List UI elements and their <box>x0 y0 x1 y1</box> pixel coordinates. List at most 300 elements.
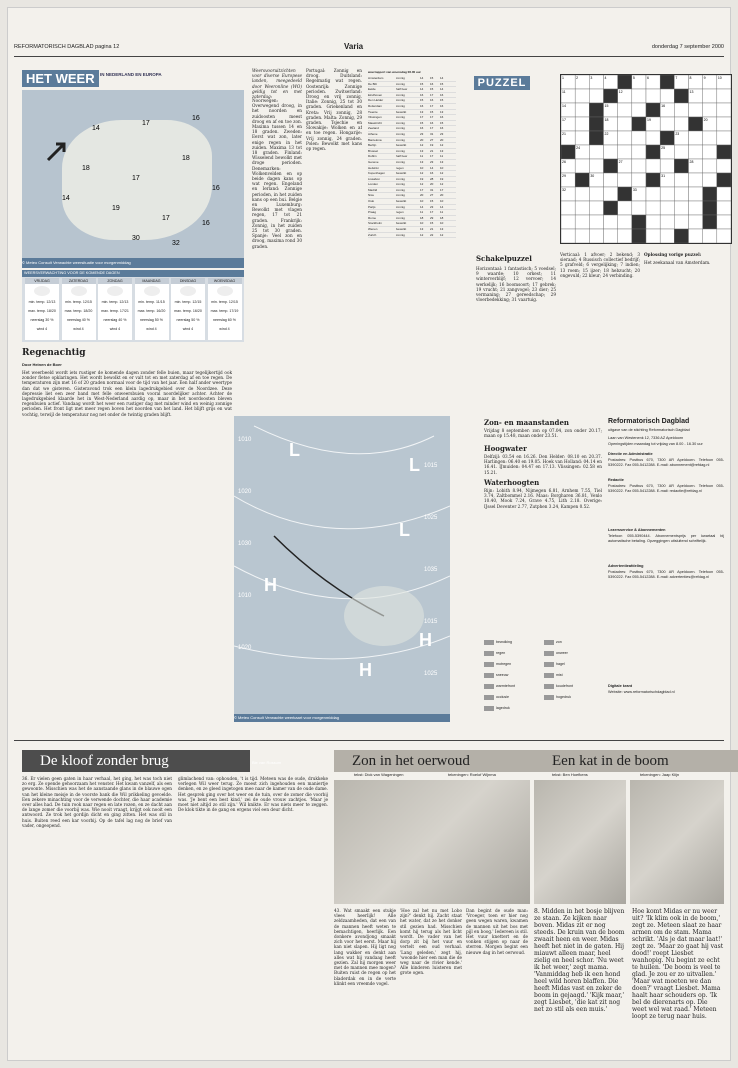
map-temperature: 17 <box>142 120 150 127</box>
table-cell: Parijs <box>368 204 376 209</box>
grid-cell[interactable] <box>660 187 674 201</box>
grid-cell[interactable] <box>717 215 731 229</box>
table-cell: Wenen <box>368 227 378 232</box>
grid-cell[interactable] <box>646 159 660 173</box>
table-cell: 20 <box>420 193 424 198</box>
grid-cell[interactable] <box>689 173 703 187</box>
table-cell: De Bilt <box>368 81 377 86</box>
table-cell: 19 <box>430 143 434 148</box>
isobar-label: 1015 <box>424 463 438 469</box>
table-cell: 18 <box>420 215 424 220</box>
grid-cell[interactable] <box>604 215 618 229</box>
isobar-label: 1025 <box>424 671 438 677</box>
table-cell: bewolkt <box>396 221 407 226</box>
grid-cell[interactable] <box>618 173 632 187</box>
isobar-label: 1010 <box>238 593 252 599</box>
grid-number: 32 <box>562 188 566 192</box>
table-cell: zonnig <box>396 215 405 220</box>
table-cell: 31 <box>430 187 434 192</box>
grid-cell[interactable] <box>575 159 589 173</box>
legend-item <box>484 693 509 701</box>
grid-cell[interactable] <box>660 201 674 215</box>
forecast-value: wind 4 <box>219 327 230 331</box>
grid-cell[interactable] <box>674 215 688 229</box>
forecast-value: neerslag 60 % <box>213 318 236 322</box>
table-cell: zonnig <box>396 92 405 97</box>
forecast-day-name: VRIJDAG <box>25 278 59 284</box>
grid-block <box>674 159 688 173</box>
forecast-value: min. temp. 12/15 <box>211 300 238 304</box>
grid-cell[interactable] <box>646 89 660 103</box>
grid-cell[interactable] <box>689 215 703 229</box>
grid-cell[interactable] <box>674 173 688 187</box>
grid-number: 31 <box>661 174 666 178</box>
grid-block <box>660 131 674 145</box>
kloof-col2: glimlachend van: ophouden, 't is tijd. Meteen was de oude, drukkeke verlegen Wil weer terug. Ze moest zich ingehouden een maniertje denken, en ze gleed ingetogen mee naar de kamer van de oude dame. Het gesprek ging over het weer en de tuin, over de zomer die voorbij was. 'Je bent een best kind,' zei de oude vrouw zachtjes. 'Maar je moet niet altijd zo stil zijn.' Wil knikte. Er was niets meer te zeggen. De klok tikte in de gang en ergens viel een deur dicht. <box>178 776 328 813</box>
table-cell: 17 <box>430 92 434 97</box>
grid-number: 5 <box>632 76 635 80</box>
grid-cell[interactable] <box>632 173 646 187</box>
table-cell: 23 <box>440 131 444 136</box>
waterhoogten-title: Waterhoogten <box>484 478 540 487</box>
table-cell: 19 <box>440 176 444 181</box>
grid-block <box>717 173 731 187</box>
table-cell: 11 <box>420 210 424 215</box>
legend-symbol-icon <box>484 684 494 689</box>
europe-forecast-col2: Portugal: Zonnig en droog. Duitsland: Regelmatig wat regen. Oostenrijk: Zonnige perioden. Zwitserland: Droog en vrij zonnig. Italie: Zonnig, 25 tot 30 graden. Griekenland en Kreta: Vrij zonnig, 28 graden. Malta: Zonnig, 29 graden. Tsjechie en Slowakije: Wolken en af en toe regen. Hongarije: Vrij zonnig, 24 graden. Polen: Bewolkt met kans op regen. <box>306 68 362 152</box>
table-cell: 13 <box>420 227 424 232</box>
grid-cell[interactable] <box>646 201 660 215</box>
red-title: Redactie <box>608 478 624 482</box>
oerwoud-banner <box>334 750 542 772</box>
legend-item <box>544 638 562 646</box>
table-cell: 12 <box>420 232 424 237</box>
grid-cell[interactable] <box>618 201 632 215</box>
grid-number: 33 <box>632 188 637 192</box>
legend-item <box>484 704 510 712</box>
abo-text: Telefoon 055-5390444. Abonnementsprijs per kwartaal bij automatische betaling. Opzeggingen uitsluitend schriftelijk. <box>608 534 724 544</box>
grid-cell[interactable] <box>589 187 603 201</box>
oerwoud-col1: 43. Wat smaakt een stukje vlees heerlijk! Alle zeldzaamheden, dat een van de mannen heeft weten te bemachtigen, heerlijk. Een donkere avondjong smaakt zich voor het eerst. Maar hij kan niet slapen. Hij ligt nog lang wakker en denkt aan alles wat hij vandaag heeft gezien. Zal hij morgen weer met de mannen mee mogen? Buiten ruist de regen op het bladerdak en in de verte klinkt een vreemde vogel. <box>334 908 396 986</box>
map-temperature: 18 <box>82 165 90 172</box>
legend-symbol-icon <box>484 640 494 645</box>
map-temperature: 17 <box>132 175 140 182</box>
crossword-grid[interactable] <box>560 74 732 244</box>
table-cell: Rome <box>368 215 377 220</box>
weather-symbol-icon <box>144 286 160 296</box>
grid-number: 20 <box>703 118 708 122</box>
grid-cell[interactable] <box>575 187 589 201</box>
grid-block <box>717 145 731 159</box>
weather-map-overlay <box>22 90 244 268</box>
table-cell: 13 <box>440 227 444 232</box>
table-cell: 15 <box>440 120 444 125</box>
legend-item <box>544 649 568 657</box>
isobar-label: 1020 <box>238 645 252 651</box>
table-cell: 17 <box>420 115 424 120</box>
low-pressure-label: L <box>399 520 410 540</box>
isobar-label: 1010 <box>238 437 252 443</box>
legend-item <box>484 660 511 668</box>
table-cell: Barcelona <box>368 137 382 142</box>
grid-cell[interactable] <box>632 145 646 159</box>
table-cell: zonnig <box>396 204 405 209</box>
article-byline: Door Heinen de Boer <box>22 362 62 367</box>
grid-cell[interactable] <box>703 89 717 103</box>
table-cell: 12 <box>440 182 444 187</box>
legend-item <box>484 671 508 679</box>
map-temperature: 18 <box>182 155 190 162</box>
map-temperature: 14 <box>92 125 100 132</box>
legend-label: zon <box>556 640 562 644</box>
waterhoogten-text: Rijn: Lobith 8.94, Nijmegen 6.81, Arnhem 7.55, Tiel 3.74, Zaltbommel 2.16. Maas: Borgharen 36.81, Venlo 10.40, Mook 7.24, Grave 4.75, Lith 2.18. Overige: IJssel Deventer 2.77, Zutphen 3.24, Kampen 0.52. <box>484 488 602 509</box>
table-cell: Dublin <box>368 154 377 159</box>
table-cell: Oslo <box>368 199 375 204</box>
table-cell: bewolkt <box>396 143 407 148</box>
grid-cell[interactable] <box>618 103 632 117</box>
table-cell: zonnig <box>396 187 405 192</box>
table-cell: 11 <box>420 154 424 159</box>
table-cell: 27 <box>430 193 434 198</box>
kloof-banner <box>22 750 250 772</box>
grid-cell[interactable] <box>703 173 717 187</box>
oerwoud-col3: Dan begint de oude man: 'Vroeger, toen er hier nog geen wegen waren, kwamen de mannen uit het bos met pijl en boog.' Iedereen is stil. Het vuur knettert en de vonken stijgen op naar de sterren. Morgen begint een nieuwe dag in het oerwoud. <box>466 908 528 955</box>
table-cell: 16 <box>440 115 444 120</box>
grid-cell[interactable] <box>689 145 703 159</box>
grid-cell[interactable] <box>660 229 674 243</box>
digitaal-text[interactable]: Website: www.reformatorischdagblad.nl <box>608 690 675 694</box>
table-cell: zonnig <box>396 182 405 187</box>
forecast-value: max. temp. 17/19 <box>210 309 239 313</box>
grid-block <box>618 75 632 89</box>
weather-symbol-icon <box>71 286 87 296</box>
table-cell: 14 <box>440 87 444 92</box>
table-cell: 12 <box>440 171 444 176</box>
table-cell: zonnig <box>396 131 405 136</box>
table-cell: 20 <box>440 137 444 142</box>
table-cell: 27 <box>430 137 434 142</box>
grid-cell[interactable] <box>561 229 575 243</box>
grid-number: 10 <box>717 76 722 80</box>
grid-cell[interactable] <box>674 201 688 215</box>
grid-cell[interactable] <box>575 201 589 215</box>
table-cell: half bew <box>396 154 408 159</box>
grid-cell[interactable] <box>575 131 589 145</box>
table-cell: 23 <box>420 131 424 136</box>
grid-block <box>646 103 660 117</box>
table-cell: zonnig <box>396 115 405 120</box>
grid-number: 24 <box>576 146 581 150</box>
table-cell: 13 <box>420 109 424 114</box>
table-cell: 15 <box>440 81 444 86</box>
grid-cell[interactable] <box>674 145 688 159</box>
grid-cell[interactable] <box>575 215 589 229</box>
map-temperature: 14 <box>62 195 70 202</box>
legend-label: hagel <box>556 662 565 666</box>
europe-intro: Weersvooruitzichten voor diverse Europese landen, meegedeeld door Weeronline (WO) geldig tot en met zaterdag: <box>252 68 302 100</box>
grid-cell[interactable] <box>660 159 674 173</box>
table-cell: zonnig <box>396 137 405 142</box>
table-cell: Den Helder <box>368 98 384 103</box>
grid-cell[interactable] <box>717 201 731 215</box>
grid-number: 18 <box>604 118 609 122</box>
table-cell: Helsinki <box>368 165 379 170</box>
legend-item <box>544 660 565 668</box>
table-cell: 14 <box>420 87 424 92</box>
isobar-label: 1020 <box>238 489 252 495</box>
grid-cell[interactable] <box>604 173 618 187</box>
synoptic-caption: © Meteo Consult Verwachte weerkaart voor morgenmiddag <box>234 714 450 722</box>
grid-cell[interactable] <box>646 131 660 145</box>
grid-cell[interactable] <box>604 229 618 243</box>
oerwoud-author: tekst: Dick van Wageningen <box>354 772 404 777</box>
table-cell: bewolkt <box>396 199 407 204</box>
table-cell: 16 <box>430 171 434 176</box>
forecast-day-name: ZONDAG <box>98 278 132 284</box>
grid-block <box>646 173 660 187</box>
table-cell: 12 <box>420 171 424 176</box>
table-cell: bewolkt <box>396 171 407 176</box>
stations-title: weerrapport van woensdag 06.00 uur <box>368 70 421 74</box>
grid-cell[interactable] <box>689 131 703 145</box>
forecast-value: neerslag 50 % <box>176 318 200 322</box>
grid-cell[interactable] <box>618 117 632 131</box>
table-cell: 15 <box>420 98 424 103</box>
grid-cell[interactable] <box>575 89 589 103</box>
grid-cell[interactable] <box>717 117 731 131</box>
grid-cell[interactable] <box>717 131 731 145</box>
legend-symbol-icon <box>544 662 554 667</box>
grid-cell[interactable] <box>575 229 589 243</box>
legend-label: koudefront <box>556 684 573 688</box>
grid-cell[interactable] <box>703 103 717 117</box>
page-header <box>14 42 724 54</box>
table-cell: zonnig <box>396 148 405 153</box>
table-cell: zonnig <box>396 76 405 80</box>
table-cell: 10 <box>420 165 424 170</box>
table-cell: zonnig <box>396 98 405 103</box>
legend-symbol-icon <box>544 673 554 678</box>
abo-title: Lezersservice & Abonnementen <box>608 528 666 532</box>
grid-cell[interactable] <box>632 89 646 103</box>
grid-block <box>604 89 618 103</box>
legend-symbol-icon <box>484 673 494 678</box>
legend-item <box>544 693 571 701</box>
grid-cell[interactable] <box>589 215 603 229</box>
grid-cell[interactable] <box>689 229 703 243</box>
grid-cell[interactable] <box>561 201 575 215</box>
grid-block <box>561 145 575 159</box>
legend-label: hogedruk <box>556 695 571 699</box>
grid-cell[interactable] <box>646 215 660 229</box>
forecast-title: WEERSVERWACHTING VOOR DE KOMENDE DAGEN <box>22 270 244 277</box>
table-cell: zonnig <box>396 120 405 125</box>
puzzle-verticaal: Verticaal: 1 afvoer; 2 bekend; 3 sieraad; 4 Russisch collectief bedrijf; 5 grafveld; 6 vergelijking; 7 indien; 13 roem; 15 ijzer; 18 hebzucht; 20 ongevuld; 22 kleur; 24 verbinding. <box>560 252 640 278</box>
table-cell: 15 <box>430 221 434 226</box>
grid-number: 13 <box>689 90 694 94</box>
table-cell: Lissabon <box>368 176 381 181</box>
grid-block <box>604 159 618 173</box>
grid-cell[interactable] <box>689 201 703 215</box>
forecast-day <box>62 278 96 340</box>
grid-cell[interactable] <box>618 229 632 243</box>
dir-title: Directie en Administratie <box>608 452 653 456</box>
oerwoud-title: Zon in het oerwoud <box>352 753 470 769</box>
forecast-value: wind 4 <box>109 327 121 331</box>
table-cell: 12 <box>440 143 444 148</box>
grid-cell[interactable] <box>717 229 731 243</box>
table-cell: zonnig <box>396 103 405 108</box>
colofon-hours: Openingstijden maandag tot vrijdag van 8.00 - 16.30 uur <box>608 442 703 446</box>
grid-cell[interactable] <box>589 89 603 103</box>
map-temperature: 16 <box>192 115 200 122</box>
grid-cell[interactable] <box>674 103 688 117</box>
kat-banner <box>534 750 738 772</box>
oerwoud-col2: 'Hoe zal het nu met Lobo zijn?' denkt hij. Zacht staat het water, dat ze het donker stil gezien had. Misschien komt hij terug als het licht wordt. De vader van het dorp zit bij het vuur en vertelt een oud verhaal. 'Lang geleden,' zegt hij, 'woonde hier een man die de weg naar de rivier kende.' Alle kinderen luisteren met grote ogen. <box>400 908 462 976</box>
kloof-title: De kloof zonder brug <box>40 753 169 769</box>
grid-cell[interactable] <box>717 159 731 173</box>
grid-cell[interactable] <box>632 159 646 173</box>
grid-cell[interactable] <box>632 131 646 145</box>
grid-cell[interactable] <box>703 229 717 243</box>
grid-cell[interactable] <box>703 145 717 159</box>
table-cell: 15 <box>430 76 434 80</box>
grid-cell[interactable] <box>660 89 674 103</box>
table-cell: 10 <box>440 165 444 170</box>
table-cell: 13 <box>440 109 444 114</box>
red-text: Postadres: Postbus 670, 7300 AR Apeldoorn. Telefoon 055-5390222. Fax 055-5412288. E-mail: redactie@refdag.nl <box>608 484 724 494</box>
table-cell: 17 <box>430 126 434 131</box>
legend-label: sneeuw <box>496 673 509 677</box>
forecast-value: min. temp. 11/15 <box>138 300 165 304</box>
grid-cell[interactable] <box>618 131 632 145</box>
forecast-value: max. temp. 18/20 <box>28 309 56 313</box>
isobar-label: 1030 <box>238 541 252 547</box>
grid-cell[interactable] <box>604 145 618 159</box>
grid-number: 25 <box>661 146 666 150</box>
table-cell: 16 <box>420 92 424 97</box>
grid-cell[interactable] <box>717 103 731 117</box>
grid-cell[interactable] <box>632 103 646 117</box>
table-cell: 22 <box>430 232 434 237</box>
forecast-day-name: DINSDAG <box>171 278 205 284</box>
grid-block <box>618 187 632 201</box>
table-cell: 16 <box>440 103 444 108</box>
kloof-author: Bie van Rossum <box>252 760 282 765</box>
high-pressure-label: H <box>359 660 372 680</box>
map-temperature: 19 <box>112 205 120 212</box>
colofon-sub: uitgave van de stichting Reformatorisch Dagblad <box>608 428 690 432</box>
grid-cell[interactable] <box>674 187 688 201</box>
grid-cell[interactable] <box>632 201 646 215</box>
grid-number: 12 <box>618 90 623 94</box>
table-cell: bewolkt <box>396 109 407 114</box>
grid-block <box>703 187 717 201</box>
forecast-value: wind 4 <box>36 327 48 331</box>
grid-cell[interactable] <box>589 201 603 215</box>
table-cell: 18 <box>440 215 444 220</box>
article-body-regenachtig: Het weerbeeld wordt iets rustiger de komende dagen zonder felle buien, maar tegelijkertijd ook zonder fletse opklaringen. Het wordt bewolkt en er valt tot en met zaterdag af en toe regen. De temperaturen zijn met 16 of 20 graden normaal voor de tijd van het jaar. Een half ander weertype dan dat we gisteren. Gisteravond trok een klein lagedrukgebied over de Noordzee. Deze depressie liet een zeer band met felle onweersbuien vooral noordelijker achter. Achter de lagedrukgebied klaarde het in West-Nederland aardig op, maar in het noordoosten bleven regenbuien actief. Vandaag wordt het weer een rustiger dag met minder wind en weinig zonnige perioden. Het front ligt met meer regen boven het noorden van het land. Het blijft grijs en wat vochtig, terwijl de temperatuur nog net onder de twintig graden blijft. <box>22 370 232 417</box>
grid-cell[interactable] <box>575 117 589 131</box>
grid-cell[interactable] <box>660 117 674 131</box>
low-pressure-label: L <box>289 440 300 460</box>
forecast-value: max. temp. 16/20 <box>174 309 202 313</box>
grid-cell[interactable] <box>703 159 717 173</box>
map-temperature: 16 <box>212 185 220 192</box>
forecast-day <box>208 278 242 340</box>
forecast-value: wind 4 <box>146 327 157 331</box>
grid-cell[interactable] <box>717 89 731 103</box>
table-cell: 31 <box>430 131 434 136</box>
low-pressure-label: L <box>409 455 420 475</box>
header-date: donderdag 7 september 2000 <box>651 44 724 50</box>
grid-cell[interactable] <box>575 103 589 117</box>
grid-block <box>589 103 603 117</box>
table-cell: 16 <box>430 98 434 103</box>
map-temperatures <box>62 115 220 247</box>
table-cell: zonnig <box>396 193 405 198</box>
legend-symbol-icon <box>544 695 554 700</box>
table-cell: 12 <box>440 232 444 237</box>
grid-cell[interactable] <box>660 215 674 229</box>
table-cell: 17 <box>430 103 434 108</box>
table-cell: 13 <box>440 159 444 164</box>
table-cell: 16 <box>420 126 424 131</box>
synoptic-weather-map <box>234 416 450 722</box>
kat-col1: 8. Midden in het bosje blijven ze staan. Ze kijken naar boven. Midas zit er nog steeds. De kruin van de boom zwaait heen en weer. Midas heeft het niet in de gaten. Hij miauwt alleen maar, heel zielig en heel schor. 'Nu weet ik het weer,' zegt mama. 'Vanmiddag heb ik een hond heel wild horen blaffen. Die heeft Midas vast en zeker de boom in gejaagd.' 'Kijk maar,' zegt Liesbet, 'die kat zit nog net zo stil als een muis.' <box>534 908 625 1013</box>
table-cell: Zurich <box>368 232 377 237</box>
grid-cell[interactable] <box>689 103 703 117</box>
forecast-day-name: ZATERDAG <box>62 278 96 284</box>
grid-block <box>589 117 603 131</box>
grid-number: 17 <box>562 118 566 122</box>
grid-cell[interactable] <box>589 159 603 173</box>
puzzle-title: Schakelpuzzel <box>476 254 532 263</box>
synoptic-map-drawing <box>234 416 450 722</box>
grid-cell[interactable] <box>717 187 731 201</box>
grid-cell[interactable] <box>604 187 618 201</box>
grid-block <box>703 201 717 215</box>
forecast-day-name: MAANDAG <box>135 278 169 284</box>
grid-cell[interactable] <box>618 145 632 159</box>
grid-cell[interactable] <box>689 187 703 201</box>
table-cell: Twente <box>368 109 378 114</box>
grid-number: 3 <box>590 76 593 80</box>
grid-cell[interactable] <box>589 229 603 243</box>
grid-number: 9 <box>703 76 706 80</box>
grid-block <box>660 75 674 89</box>
forecast-day <box>98 278 132 340</box>
hoogwater-title: Hoogwater <box>484 444 527 453</box>
grid-cell[interactable] <box>589 145 603 159</box>
grid-cell[interactable] <box>674 117 688 131</box>
weather-map-europe <box>22 90 244 268</box>
grid-cell[interactable] <box>618 215 632 229</box>
table-cell: zonnig <box>396 232 405 237</box>
hoogwater-text: Delfzijl: 03.54 en 16.26. Den Helder: 08.10 en 20.37. Harlingen: 06.40 en 19.05. Hoek van Holland: 04.14 en 16.41. IJmuiden: 04.47 en 17.13. Vlissingen: 02.58 en 15.21. <box>484 454 602 475</box>
grid-cell[interactable] <box>561 215 575 229</box>
grid-cell[interactable] <box>646 187 660 201</box>
grid-cell[interactable] <box>646 229 660 243</box>
table-cell: 13 <box>440 148 444 153</box>
table-cell: Maastricht <box>368 120 382 125</box>
table-cell: Geneve <box>368 159 379 164</box>
grid-cell[interactable] <box>703 131 717 145</box>
europe-land <box>344 586 424 646</box>
grid-number: 28 <box>689 160 694 164</box>
forecast-day <box>25 278 59 340</box>
table-cell: 23 <box>430 159 434 164</box>
